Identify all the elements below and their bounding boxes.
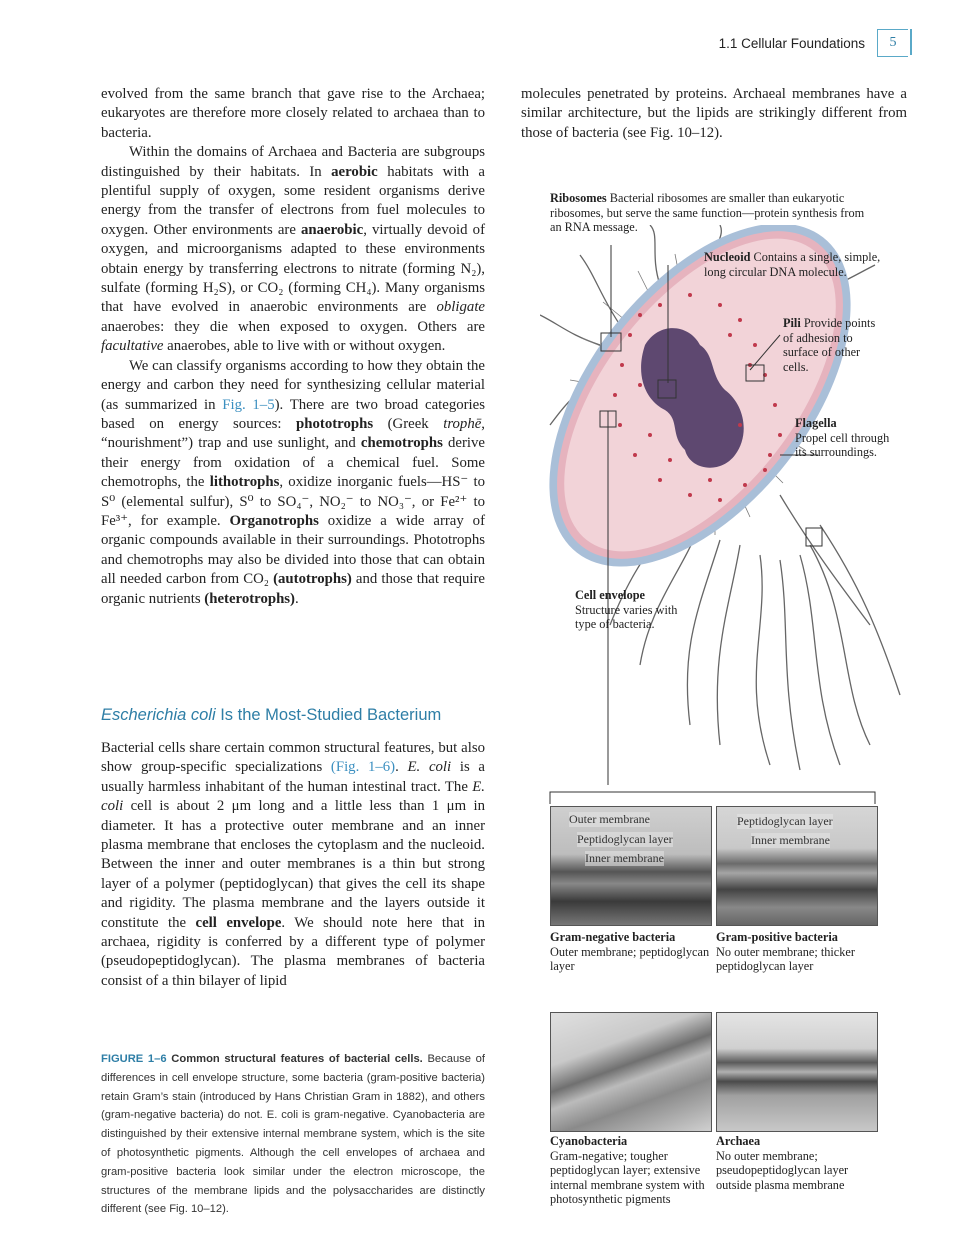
ribosomes-title: Ribosomes	[550, 191, 607, 205]
peptidoglycan-label: Peptidoglycan layer	[577, 832, 673, 846]
pili-label	[783, 316, 883, 374]
nucleoid-text: Contains a single, simple, long circular DNA molecule.	[704, 250, 881, 279]
figure-reference[interactable]: Fig. 1–5	[222, 396, 275, 413]
paragraph: evolved from the same branch that gave rise to the Archaea; eukaryotes are therefore more closely related to archaea than to bacteria.	[101, 86, 485, 141]
term: phototrophs	[296, 415, 374, 432]
text: habitats with a plentiful supply of oxygen, some resident organisms derive energy from the transfer of electrons from fuel molecules to oxygen. Other environments are	[101, 163, 485, 238]
gram-negative-title: Gram-negative bacteria	[550, 930, 676, 944]
term: obligate	[436, 299, 485, 316]
section-title	[101, 706, 441, 725]
archaea-title: Archaea	[716, 1134, 761, 1148]
text: and those that require organic nutrients	[101, 571, 485, 607]
term: lithotrophs	[209, 474, 280, 491]
caption-label: FIGURE 1–6	[101, 1053, 167, 1065]
flagella-label	[795, 416, 895, 460]
archaea-label	[716, 1134, 886, 1192]
text: Bacterial cells share certain common structural features, but also show group-specific specializations	[101, 740, 485, 776]
text: anaerobes, able to live with or without oxygen.	[163, 338, 446, 355]
envelope-text: Structure varies with type of bacteria.	[575, 602, 678, 631]
term: chemotrophs	[360, 435, 443, 452]
text: , virtually devoid of oxygen, and microorganisms adapted to these environments obtain energy by transferring electrons to nitrate (forming N₂), sulfate (forming H₂S), or CO₂ (forming CH₄). Many organisms that have evolved in anaerobic environments are	[101, 221, 485, 316]
section-title-italic: Escherichia coli	[101, 706, 216, 724]
text: is a usually harmless inhabitant of the human intestinal tract. The	[101, 759, 485, 795]
text: ). There are two broad categories based on energy sources:	[101, 396, 485, 432]
text: . We should note here that in archaea, rigidity is conferred by a different type of polymer (pseudopeptidoglycan). The plasma membranes of bacteria consist of a thin bilayer of lipid	[101, 914, 485, 989]
figure-caption	[101, 1050, 485, 1219]
figure-reference[interactable]: (Fig. 1–6)	[330, 759, 396, 776]
page-number: 5	[877, 29, 908, 57]
caption-text: Because of differences in cell envelope structure, some bacteria (gram-positive bacteria) retain Gram’s stain (introduced by Hans Christian Gram in 1882), and others (gram-negative bacteria) do not. E. coli is gram-negative. Cyanobacteria are distinguished by their extensive internal membrane system, which is the site of photosynthetic pigments. Although the cell envelopes of archaea and gram-positive bacteria look similar under the electron microscope, the structures of the membrane lipids and the polysaccharides are distinctly different (see Fig. 10–12).	[101, 1053, 485, 1216]
section-title-rest: Is the Most-Studied Bacterium	[215, 706, 442, 724]
archaea-micrograph	[716, 1012, 878, 1132]
paragraph	[101, 143, 485, 356]
text: Within the domains of Archaea and Bacteria are subgroups distinguished by their habitats. In	[101, 144, 485, 180]
term: anaerobic	[301, 221, 364, 238]
text: , oxidize inorganic fuels—HS⁻ to S⁰ (elemental sulfur), S⁰ to SO₄⁻, NO₂⁻ to NO₃⁻, or Fe²⁺ to Fe³⁺, for example.	[101, 474, 485, 529]
species: E. coli	[101, 778, 485, 815]
cyanobacteria-title: Cyanobacteria	[550, 1134, 628, 1148]
text: We can classify organisms according to how they obtain the energy and carbon they need for synthesizing cellular material (as summarized in	[101, 357, 485, 413]
term: (autotrophs)	[273, 571, 352, 588]
nucleoid-title: Nucleoid	[704, 250, 751, 264]
text: (Greek	[373, 415, 444, 432]
archaea-text: No outer membrane; pseudopeptidoglycan layer outside plasma membrane	[716, 1148, 849, 1192]
peptidoglycan-label: Peptidoglycan layer	[737, 814, 833, 828]
term: aerobic	[331, 163, 378, 180]
term: (heterotrophs)	[204, 590, 295, 607]
paragraph	[101, 739, 485, 991]
cyanobacteria-micrograph	[550, 1012, 712, 1132]
section-body	[101, 739, 485, 991]
ribosomes-label	[550, 191, 870, 235]
envelope-title: Cell envelope	[575, 588, 646, 602]
ribosomes-text: Bacterial ribosomes are smaller than eukaryotic ribosomes, but serve the same function—protein synthesis from an RNA message.	[550, 191, 865, 234]
nucleoid-label	[704, 250, 889, 279]
flagella-text: Propel cell through its surroundings.	[795, 430, 890, 459]
pili-text: Provide points of adhesion to surface of other cells.	[783, 316, 876, 374]
right-column	[521, 85, 907, 143]
term: facultative	[101, 338, 164, 355]
paragraph	[101, 357, 485, 609]
flagella-title: Flagella	[795, 416, 837, 430]
term: trophē	[443, 415, 482, 432]
paragraph: molecules penetrated by proteins. Archaeal membranes have a similar architecture, but the lipids are strikingly different from those of bacteria (see Fig. 10–12).	[521, 86, 907, 141]
bacterium-illustration	[540, 225, 920, 785]
cyanobacteria-label	[550, 1134, 710, 1207]
gram-positive-text: No outer membrane; thicker peptidoglycan layer	[716, 944, 855, 973]
text: , “nourishment”) trap and use sunlight, and	[101, 415, 485, 452]
text: derive their energy from oxidation of a chemical fuel. Some chemotrophs, the	[101, 435, 486, 491]
cyanobacteria-text: Gram-negative; tougher peptidoglycan layer; extensive internal membrane system with photosynthetic pigments	[550, 1148, 705, 1206]
inner-membrane-label: Inner membrane	[585, 851, 664, 865]
term: Organotrophs	[229, 512, 319, 529]
pili-title: Pili	[783, 316, 801, 330]
text: .	[395, 759, 408, 776]
text: .	[295, 590, 299, 607]
gram-positive-micrograph	[716, 806, 878, 926]
gram-negative-micrograph	[550, 806, 712, 926]
gram-negative-label	[550, 930, 720, 974]
term: cell envelope	[195, 914, 282, 931]
envelope-label	[575, 588, 680, 632]
bracket	[548, 786, 878, 806]
flagella-callout-box	[806, 528, 822, 546]
outer-membrane-label: Outer membrane	[569, 812, 650, 826]
inner-membrane-label: Inner membrane	[751, 833, 830, 847]
species: E. coli	[407, 759, 452, 776]
page-header	[719, 29, 908, 57]
gram-positive-label	[716, 930, 886, 974]
text: oxidize a wide array of organic compounds available in their surroundings. Phototrophs and chemotrophs may also be divided into those that can obtain all needed carbon from CO₂	[101, 512, 485, 588]
caption-title: Common structural features of bacterial cells.	[166, 1053, 423, 1065]
left-column	[101, 85, 485, 609]
text: anaerobes: they die when exposed to oxygen. Others are	[101, 318, 485, 335]
running-head: 1.1 Cellular Foundations	[718, 35, 865, 51]
text: cell is about 2 μm long and a little less than 1 μm in diameter. It has a protective outer membrane and an inner plasma membrane that encloses the cytoplasm and the nucleoid. Between the inner and outer membranes is a thin but strong layer of a polymer (peptidoglycan) that gives the cell its shape and rigidity. The plasma membrane and the layers outside it constitute the	[101, 798, 485, 931]
gram-negative-text: Outer membrane; peptidoglycan layer	[550, 944, 710, 973]
gram-positive-title: Gram-positive bacteria	[716, 930, 838, 944]
